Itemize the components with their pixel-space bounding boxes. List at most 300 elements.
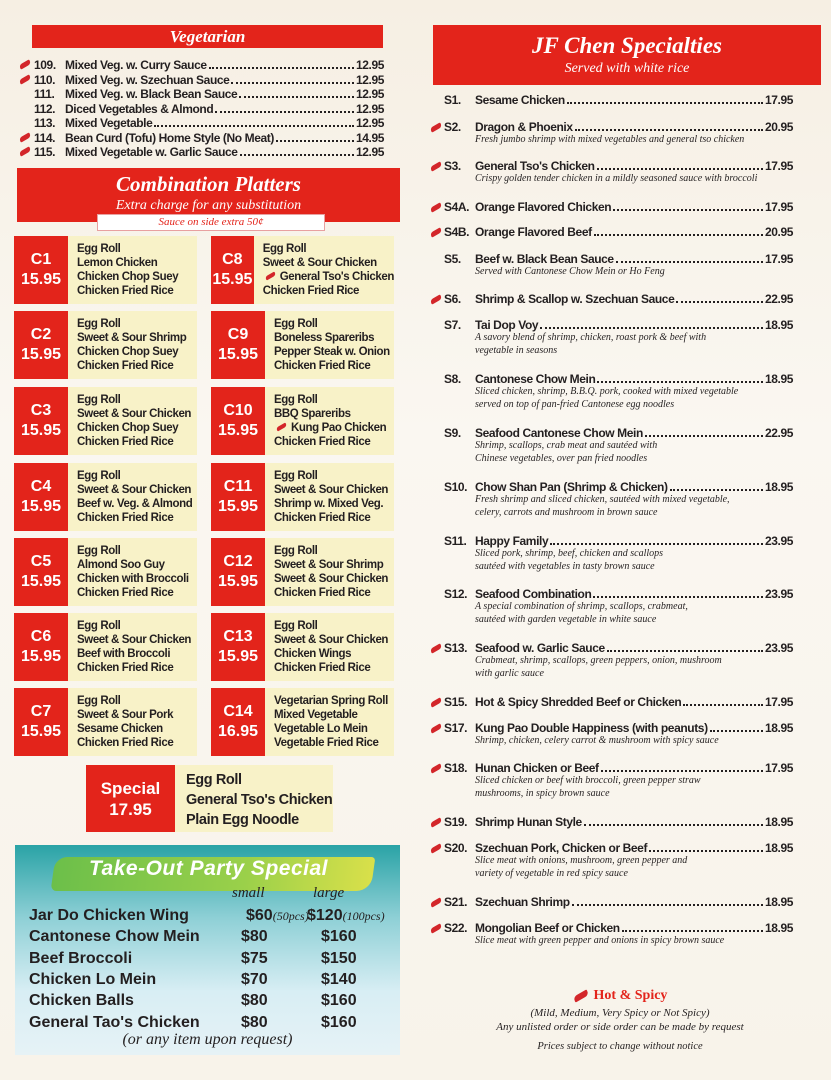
combo-number: C14 — [223, 703, 253, 720]
combo-line-text: Chicken Fried Rice — [77, 737, 174, 749]
vegetarian-item — [34, 102, 384, 116]
item-description: Sliced chicken, shrimp, B.B.Q. pork, cooked with mixed vegetable — [475, 386, 739, 397]
item-number: S4A. — [444, 200, 470, 214]
combo-line-text: Chicken Fried Rice — [274, 512, 371, 524]
item-price: 22.95 — [764, 426, 793, 440]
combo-line — [77, 393, 197, 407]
combo-line-text: Sweet & Sour Chicken — [77, 484, 192, 496]
combo-number: C9 — [227, 326, 249, 343]
item-price: 18.95 — [764, 721, 793, 735]
combo-line — [77, 469, 197, 483]
combo-line-text: Egg Roll — [262, 243, 307, 255]
item-name: Hot & Spicy Shredded Beef or Chicken — [475, 695, 682, 709]
party-special-box — [15, 845, 400, 1055]
combo-code — [14, 311, 68, 379]
item-name: Mixed Vegetable — [65, 116, 153, 130]
combo-line-text: Sweet & Sour Shrimp — [77, 332, 187, 344]
pepper-icon — [19, 74, 32, 84]
item-number: S15. — [444, 695, 468, 709]
vegetarian-item — [34, 58, 384, 72]
combo-price: 15.95 — [20, 573, 62, 590]
small-note: (50pcs) — [272, 909, 309, 923]
item-name: Orange Flavored Beef — [475, 225, 592, 239]
combo-line — [77, 497, 197, 511]
combo-number: C2 — [30, 326, 52, 343]
combo-line-text: Boneless Spareribs — [274, 332, 375, 344]
combo-items — [254, 236, 394, 304]
leader-dots — [710, 723, 763, 732]
item-price: 20.95 — [764, 225, 793, 239]
combo-line — [77, 407, 197, 421]
special-line: Egg Roll — [186, 772, 242, 788]
combo-line — [274, 722, 394, 736]
combination-subtitle: Extra charge for any substitution — [115, 198, 302, 213]
special-line: General Tso's Chicken — [186, 792, 333, 808]
small-price: $75 — [241, 949, 268, 967]
small-price: $70 — [241, 970, 268, 988]
specialty-item — [444, 372, 793, 386]
specialties-header — [433, 25, 821, 85]
combo-line — [77, 722, 197, 736]
item-description: vegetable in seasons — [475, 345, 558, 356]
item-price: 18.95 — [764, 815, 793, 829]
leader-dots — [584, 817, 763, 826]
specialty-item — [444, 841, 793, 855]
item-description: Served with Cantonese Chow Mein or Ho Feng — [475, 266, 665, 277]
sauce-note: Sauce on side extra 50¢ — [97, 214, 325, 231]
combo-line — [274, 694, 394, 708]
legend-label: Hot & Spicy — [593, 988, 668, 1003]
special-label: Special — [100, 778, 161, 798]
combo-line-text: Egg Roll — [77, 243, 121, 255]
combo-line-text: Egg Roll — [274, 545, 318, 557]
pepper-icon — [430, 897, 443, 907]
combo-code — [14, 387, 68, 455]
vegetarian-item — [34, 131, 384, 145]
combo-price: 15.95 — [217, 498, 259, 515]
leader-dots — [154, 118, 354, 127]
pepper-icon — [19, 146, 32, 156]
item-price: 17.95 — [764, 200, 793, 214]
item-number: S1. — [444, 93, 461, 107]
combo-line-text: Chicken Fried Rice — [77, 360, 174, 372]
vegetarian-header: Vegetarian — [32, 25, 383, 48]
combo-number: C1 — [30, 251, 52, 268]
item-price: 17.95 — [764, 93, 793, 107]
item-description: Sliced pork, shrimp, beef, chicken and scallops — [475, 548, 664, 559]
price-disclaimer: Prices subject to change without notice — [537, 1041, 703, 1052]
combo-line — [77, 511, 197, 525]
specialty-item — [444, 895, 793, 909]
item-description: Crispy golden tender chicken in a mildly seasoned sauce with broccoli — [475, 173, 758, 184]
item-description: Sliced chicken or beef with broccoli, green pepper straw — [475, 775, 701, 786]
combo-c13 — [211, 613, 394, 681]
combo-line-text: Egg Roll — [274, 620, 318, 632]
item-number: S13. — [444, 641, 468, 655]
item-description: Slice meat with onions, mushroom, green pepper and — [475, 855, 688, 866]
combo-line — [274, 407, 394, 421]
combo-price: 15.95 — [20, 498, 62, 515]
item-name: Szechuan Shrimp — [475, 895, 570, 909]
unlisted-note: Any unlisted order or side order can be made by request — [496, 1021, 744, 1033]
party-small — [241, 950, 268, 968]
party-item-name: Chicken Balls — [29, 992, 134, 1010]
specialty-item — [444, 721, 793, 735]
combo-line — [274, 435, 394, 449]
item-price: 17.95 — [764, 159, 793, 173]
item-price: 22.95 — [764, 292, 793, 306]
specialty-item — [444, 761, 793, 775]
leader-dots — [215, 104, 354, 113]
combo-line — [77, 483, 197, 497]
specialty-item — [444, 921, 793, 935]
leader-dots — [239, 89, 354, 98]
combo-line-text: Chicken Fried Rice — [77, 662, 174, 674]
item-number: S6. — [444, 292, 461, 306]
specialty-item — [444, 587, 793, 601]
combo-line-text: Almond Soo Guy — [77, 559, 165, 571]
item-name: Seafood Cantonese Chow Mein — [475, 426, 643, 440]
combo-items — [265, 688, 394, 756]
combo-c1 — [14, 236, 197, 304]
pepper-icon — [19, 59, 32, 69]
combo-price: 15.95 — [20, 723, 62, 740]
vegetarian-item — [34, 87, 384, 101]
party-title: Take-Out Party Special — [89, 857, 328, 880]
combo-code — [211, 538, 265, 606]
combo-line-text: Chicken Fried Rice — [274, 662, 371, 674]
item-name: Cantonese Chow Mein — [475, 372, 596, 386]
combo-items — [68, 463, 197, 531]
item-name: Happy Family — [475, 534, 549, 548]
item-number: S4B. — [444, 225, 470, 239]
item-number: S3. — [444, 159, 461, 173]
combo-line — [274, 331, 394, 345]
specialties-title: JF Chen Specialties — [532, 33, 722, 58]
item-number: S11. — [444, 534, 467, 548]
item-name: Mixed Veg. w. Szechuan Sauce — [65, 72, 230, 87]
combo-c7 — [14, 688, 197, 756]
combo-line-text: Chicken Fried Rice — [262, 285, 360, 297]
combo-line-text: Egg Roll — [77, 695, 121, 707]
combo-price: 15.95 — [212, 271, 253, 288]
item-number: S5. — [444, 252, 461, 266]
party-small — [246, 907, 309, 925]
item-description: Crabmeat, shrimp, scallops, green peppers, onion, mushroom — [475, 655, 722, 666]
item-description: A savory blend of shrimp, chicken, roast pork & beef with — [475, 332, 707, 343]
leader-dots — [540, 320, 763, 329]
combo-line — [274, 544, 394, 558]
combo-code — [14, 688, 68, 756]
item-price: 23.95 — [764, 587, 793, 601]
large-price: $120 — [307, 907, 343, 924]
combo-line-text: Chicken with Broccoli — [77, 573, 189, 585]
specialty-item — [444, 534, 793, 548]
combo-items — [265, 311, 394, 379]
combo-line-text: Egg Roll — [77, 470, 121, 482]
combo-code — [211, 463, 265, 531]
combo-items — [68, 688, 197, 756]
combo-line — [274, 558, 394, 572]
large-price: $160 — [321, 928, 357, 946]
combo-line-text: Egg Roll — [77, 620, 121, 632]
leader-dots — [572, 897, 763, 906]
pepper-icon — [430, 723, 443, 733]
special-items — [175, 765, 333, 832]
specialty-item — [444, 815, 793, 829]
combo-price: 15.95 — [217, 346, 259, 363]
large-price: $160 — [321, 1013, 357, 1031]
item-name: General Tso's Chicken — [475, 159, 595, 173]
combo-line — [263, 270, 394, 284]
pepper-icon — [430, 763, 443, 773]
combo-line-text: Vegetable Lo Mein — [274, 723, 368, 735]
pepper-icon — [430, 843, 443, 853]
pepper-icon — [430, 202, 443, 212]
combo-line-text: Sweet & Sour Chicken — [274, 634, 389, 646]
combo-line — [77, 586, 197, 600]
item-number: 109. — [34, 58, 56, 72]
combination-title: Combination Platters — [116, 172, 301, 196]
item-number: S12. — [444, 587, 468, 601]
specialties-subtitle: Served with white rice — [564, 61, 690, 76]
leader-dots — [645, 428, 763, 437]
combo-line — [77, 558, 197, 572]
combo-line — [274, 469, 394, 483]
party-large — [307, 907, 385, 925]
item-description: with garlic sauce — [475, 668, 544, 679]
combo-line-text: Sweet & Sour Chicken — [274, 573, 389, 585]
item-price: 18.95 — [764, 921, 793, 935]
item-name: Mongolian Beef or Chicken — [475, 921, 620, 935]
combo-code — [14, 236, 68, 304]
combo-line — [77, 736, 197, 750]
item-name: Mixed Veg. w. Black Bean Sauce — [65, 87, 238, 101]
vegetarian-item — [34, 145, 384, 159]
pepper-icon — [276, 423, 288, 432]
combo-code — [14, 613, 68, 681]
combo-c12 — [211, 538, 394, 606]
combo-price: 15.95 — [217, 648, 259, 665]
leader-dots — [616, 254, 763, 263]
party-large — [321, 1014, 357, 1032]
combo-line — [77, 270, 197, 284]
leader-dots — [597, 374, 763, 383]
combo-price: 15.95 — [20, 648, 62, 665]
combo-line-text: Egg Roll — [274, 394, 318, 406]
combo-number: C5 — [30, 553, 52, 570]
combo-line — [77, 345, 197, 359]
combo-items — [265, 387, 394, 455]
item-price: 23.95 — [764, 534, 793, 548]
combo-line — [274, 483, 394, 497]
item-description: A special combination of shrimp, scallops, crabmeat, — [475, 601, 688, 612]
item-price: 12.95 — [355, 87, 384, 101]
combo-line — [274, 359, 394, 373]
item-price: 18.95 — [764, 841, 793, 855]
combo-line-text: Egg Roll — [274, 470, 318, 482]
item-number: 112. — [34, 101, 56, 116]
item-price: 12.95 — [355, 116, 384, 130]
combo-line-text: Chicken Fried Rice — [77, 512, 174, 524]
combo-number: C12 — [223, 553, 253, 570]
leader-dots — [593, 589, 763, 598]
combo-c8 — [211, 236, 394, 304]
party-small — [241, 992, 268, 1010]
leader-dots — [209, 60, 354, 69]
combo-code — [14, 463, 68, 531]
item-name: Szechuan Pork, Chicken or Beef — [475, 841, 648, 855]
combo-line-text: Chicken Fried Rice — [77, 587, 174, 599]
spice-levels: (Mild, Medium, Very Spicy or Not Spicy) — [530, 1007, 710, 1019]
specialty-item — [444, 225, 793, 239]
item-price: 14.95 — [355, 130, 384, 145]
combo-line-text: Sweet & Sour Chicken — [274, 484, 389, 496]
item-number: 111. — [34, 87, 55, 101]
party-footer: (or any item upon request) — [122, 1031, 293, 1048]
item-number: S19. — [444, 815, 468, 829]
combo-code — [211, 311, 265, 379]
item-description: Slice meat with green pepper and onions in spicy brown sauce — [475, 935, 725, 946]
specialty-item — [444, 292, 793, 306]
combo-line-text: Mixed Vegetable — [274, 709, 358, 721]
pepper-icon — [19, 132, 32, 142]
combo-items — [265, 463, 394, 531]
combo-line — [77, 435, 197, 449]
item-price: 18.95 — [764, 372, 793, 386]
item-name: Mixed Veg. w. Curry Sauce — [65, 58, 207, 72]
combo-items — [265, 538, 394, 606]
combo-line — [77, 708, 197, 722]
specialty-item — [444, 641, 793, 655]
combo-line — [274, 393, 394, 407]
combo-line-text: Sweet & Sour Shrimp — [274, 559, 384, 571]
leader-dots — [240, 147, 354, 156]
item-price: 23.95 — [764, 641, 793, 655]
combo-line-text: Sweet & Sour Chicken — [77, 408, 192, 420]
combo-line — [274, 708, 394, 722]
combo-line-text: Chicken Fried Rice — [274, 587, 371, 599]
party-large — [321, 992, 357, 1010]
combo-items — [265, 613, 394, 681]
specialty-item — [444, 252, 793, 266]
combo-line — [77, 544, 197, 558]
combo-line — [274, 661, 394, 675]
leader-dots — [231, 75, 354, 84]
combo-code — [211, 688, 265, 756]
combo-line — [274, 317, 394, 331]
combo-c10 — [211, 387, 394, 455]
item-price: 12.95 — [355, 145, 384, 159]
party-small — [241, 928, 268, 946]
combo-line-text: Vegetarian Spring Roll — [274, 695, 388, 707]
vegetarian-item — [34, 116, 384, 130]
combo-line — [77, 572, 197, 586]
item-price: 12.95 — [355, 101, 384, 116]
item-description: Shrimp, scallops, crab meat and sautéed with — [475, 440, 658, 451]
small-price: $80 — [241, 928, 268, 946]
combo-price: 15.95 — [217, 573, 259, 590]
specialty-item — [444, 200, 793, 214]
item-name: Chow Shan Pan (Shrimp & Chicken) — [475, 480, 668, 494]
item-price: 17.95 — [764, 252, 793, 266]
combo-line — [274, 511, 394, 525]
combo-line-text: Lemon Chicken — [77, 257, 158, 269]
combo-line-text: General Tso's Chicken — [279, 271, 394, 283]
item-name: Mixed Vegetable w. Garlic Sauce — [65, 145, 238, 159]
special-code — [86, 765, 175, 832]
item-price: 17.95 — [764, 695, 793, 709]
combo-items — [68, 613, 197, 681]
combo-line-text: Chicken Fried Rice — [274, 360, 371, 372]
item-price: 18.95 — [764, 895, 793, 909]
small-price: $80 — [241, 992, 268, 1010]
item-description: Fresh jumbo shrimp with mixed vegetables and general tso chicken — [475, 134, 745, 145]
special-price: 17.95 — [109, 799, 152, 819]
combo-line-text: Chicken Chop Suey — [77, 346, 179, 358]
combo-line — [77, 694, 197, 708]
item-number: S22. — [444, 921, 468, 935]
item-name: Tai Dop Voy — [475, 318, 539, 332]
item-number: S17. — [444, 721, 468, 735]
leader-dots — [622, 923, 763, 932]
party-item-name: Jar Do Chicken Wing — [29, 907, 189, 924]
item-name: Hunan Chicken or Beef — [475, 761, 599, 775]
combo-line — [263, 256, 394, 270]
item-price: 12.95 — [355, 58, 384, 72]
item-price: 20.95 — [764, 120, 793, 134]
item-number: S7. — [444, 318, 461, 332]
leader-dots — [276, 133, 354, 142]
party-item-name: General Tao's Chicken — [29, 1013, 200, 1031]
combo-items — [68, 387, 197, 455]
combo-number: C8 — [222, 251, 243, 268]
item-name: Seafood Combination — [475, 587, 592, 601]
combo-c5 — [14, 538, 197, 606]
leader-dots — [597, 161, 763, 170]
item-number: S20. — [444, 841, 468, 855]
combo-line — [77, 317, 197, 331]
combo-line-text: Chicken Fried Rice — [274, 436, 371, 448]
combo-line — [274, 647, 394, 661]
combo-code — [211, 613, 265, 681]
combo-line — [77, 331, 197, 345]
small-price: $60 — [246, 907, 273, 924]
specialty-item — [444, 159, 793, 173]
col-small-label: small — [232, 885, 265, 901]
combo-line — [274, 736, 394, 750]
item-name: Shrimp & Scallop w. Szechuan Sauce — [475, 292, 675, 306]
combo-number: C10 — [223, 402, 253, 419]
combo-line — [77, 284, 197, 298]
leader-dots — [613, 202, 763, 211]
item-price: 18.95 — [764, 480, 793, 494]
combo-number: C7 — [30, 703, 52, 720]
combo-line — [77, 619, 197, 633]
combo-line-text: Shrimp w. Mixed Veg. — [274, 498, 384, 510]
pepper-icon — [430, 122, 443, 132]
combo-line-text: Sweet & Sour Pork — [77, 709, 174, 721]
combo-line — [274, 633, 394, 647]
party-large — [321, 928, 357, 946]
spicy-legend — [420, 988, 820, 1054]
leader-dots — [676, 294, 763, 303]
item-description: served on top of pan-fried Cantonese egg noodles — [475, 399, 675, 410]
pepper-icon — [430, 643, 443, 653]
combo-line — [77, 359, 197, 373]
item-description: sautéed with vegetables in tasty brown sauce — [475, 561, 655, 572]
combo-price: 15.95 — [20, 422, 62, 439]
